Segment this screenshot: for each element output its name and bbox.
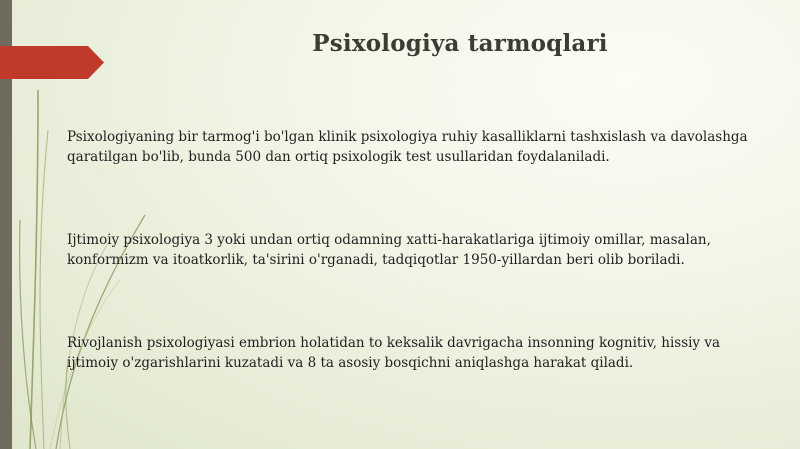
slide-title: Psixologiya tarmoqlari bbox=[312, 30, 608, 57]
paragraph-clinical-psychology: Psixologiyaning bir tarmog'i bo'lgan klinik psixologiya ruhiy kasalliklarni tashxislash va davolashga qaratilgan bo'lib, bunda 500 dan ortiq psixologik test usullaridan foydalaniladi. bbox=[67, 129, 748, 165]
paragraph-developmental-psychology: Rivojlanish psixologiyasi embrion holatidan to keksalik davrigacha insonning kognitiv, hissiy va ijtimoiy o'zgarishlarini kuzatadi va 8 ta asosiy bosqichni aniqlashga harakat qiladi. bbox=[67, 335, 721, 371]
paragraph-social-psychology: Ijtimoiy psixologiya 3 yoki undan ortiq odamning xatti-harakatlariga ijtimoiy omillar, masalan, konformizm va itoatkorlik, ta'sirini o'rganadi, tadqiqotlar 1950-yillardan beri olib boriladi. bbox=[67, 232, 711, 268]
accent-arrow-shape bbox=[0, 46, 104, 79]
